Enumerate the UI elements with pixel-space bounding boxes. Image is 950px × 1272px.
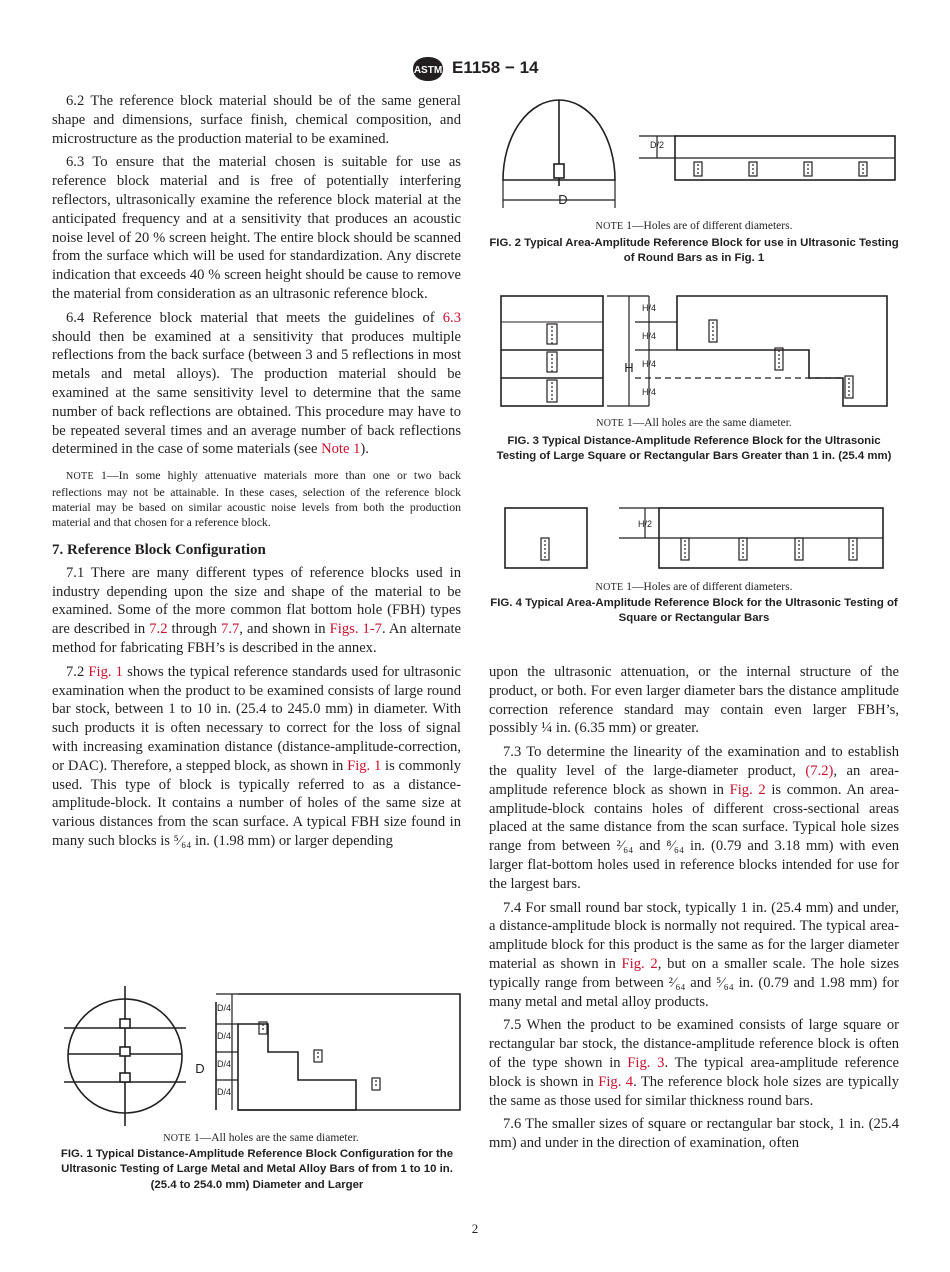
link-note-1[interactable]: Note 1 — [321, 441, 361, 458]
figure-2-note: NOTE 1—Holes are of different diameters. — [595, 220, 793, 232]
paragraph-7-6: 7.6 The smaller sizes of square or rectangular bar stock, 1 in. (25.4 mm) and under in the direction of examination, often — [489, 1116, 899, 1152]
link-fig-1[interactable]: Fig. 1 — [88, 663, 123, 680]
link-fig-1-second[interactable]: Fig. 1 — [347, 757, 382, 774]
fig1-label-d4-2: D/4 — [216, 1031, 232, 1041]
figure-3-caption: FIG. 3 Typical Distance-Amplitude Reference Block for the Ultrasonic Testing of Large Square or Rectangular Bars Greater than 1 in. (25.4 mm) — [496, 435, 892, 463]
link-fig-2-second[interactable]: Fig. 2 — [621, 955, 658, 972]
figure-4-diagram — [489, 504, 899, 584]
paragraph-7-1: 7.1 There are many different types of reference blocks used in industry depending upon the size and shape of the material to be examined. Some of the more common flat bottom hole (FBH) types are described in 7.2 through 7.7, and shown in Figs. 1-7. An alternate method for fabricating FBH’s is described in the annex. — [52, 564, 462, 656]
fig3-label-h4-4: H/4 — [641, 387, 657, 397]
figure-3 — [489, 292, 899, 429]
paragraph-7-3: 7.3 To determine the linearity of the examination and to establish the quality level of the large-diameter product, (7.2), an area-amplitude reference block as shown in Fig. 2 is common. An area-amplitude-block contains holes of different cross-sectional areas placed at the same distance from the scan surface. Typical hole sizes range from between ²⁄₆₄ and ⁸⁄₆₄ in. (0.79 and 3.18 mm) with even larger flat-bottom holes used in reference blocks intended for use for the largest bars. — [489, 744, 899, 892]
fig1-label-d: D — [195, 1061, 205, 1076]
fig3-label-h: H — [624, 360, 634, 375]
paragraph-6-2: 6.2 The reference block material should be of the same general shape and dimensions, surface finish, chemical composition, and microstructure as the production material to be examined. — [52, 93, 461, 147]
paragraph-6-3: 6.3 To ensure that the material chosen is suitable for use as reference block material and is free of potentially interfering reflectors, ultrasonically examine the reference block material at the anticipated frequency and at a sensitivity that produces an acoustic noise level of 20 % screen height. The entire block should be scanned from the surface which will be used for standardization. Any discrete indication that exceeds 40 % screen height should be cause to remove the material from consideration as an ultrasonic reference block. — [52, 154, 461, 302]
link-section-7-2[interactable]: 7.2 — [149, 621, 168, 638]
figure-4-caption: FIG. 4 Typical Area-Amplitude Reference Block for the Ultrasonic Testing of Square or Rectangular Bars — [490, 597, 898, 625]
link-fig-4[interactable]: Fig. 4 — [598, 1073, 634, 1090]
fig2-label-d2: D/2 — [649, 140, 665, 150]
fig3-label-h4-1: H/4 — [641, 303, 657, 313]
paragraph-6-4: 6.4 Reference block material that meets the guidelines of 6.3 should then be examined at a sensitivity that produces multiple reflections from the back surface (between 3 and 5 reflections in most metals and metal alloys). The production material should be examined at the same sensitivity level to determine that the same number of back reflections are obtained. This procedure may have to be repeated several times and an average number of back reflections determined in the case of some materials (see Note 1). — [52, 309, 461, 458]
figure-4-note: NOTE 1—Holes are of different diameters. — [595, 581, 793, 593]
paragraph-7-5: 7.5 When the product to be examined consists of large square or rectangular bar stock, the distance-amplitude reference block is often of the type shown in Fig. 3. The typical area-amplitude reference block is shown in Fig. 4. The reference block hole sizes are typically the same as those used for similar thickness round bars. — [489, 1017, 900, 1109]
fig4-label-h2: H/2 — [637, 519, 653, 529]
paragraph-7-2-continued: upon the ultrasonic attenuation, or the internal structure of the product, or both. For even larger diameter bars the distance amplitude correction reference standard may contain even larger FBH’s, possibly ¼ in. (6.35 mm) or greater. — [489, 664, 899, 737]
svg-text:ASTM: ASTM — [413, 65, 443, 76]
link-figs-1-7[interactable]: Figs. 1-7 — [329, 621, 382, 638]
document-id: E1158 − 14 — [452, 58, 539, 77]
fig1-label-d4-3: D/4 — [216, 1059, 232, 1069]
fig3-label-h4-2: H/4 — [641, 331, 657, 341]
figure-1-caption: FIG. 1 Typical Distance-Amplitude Reference Block Configuration for the Ultrasonic Testing of Large Metal and Metal Alloy Bars of from 1 to 10 in. (25.4 to 254.0 mm) Diameter and Larger — [60, 1148, 454, 1191]
link-section-7-7[interactable]: 7.7 — [221, 621, 240, 638]
figure-4 — [489, 504, 899, 593]
section-7-heading: 7. Reference Block Configuration — [52, 541, 266, 558]
page-header — [0, 56, 950, 82]
figure-1 — [56, 980, 466, 1144]
figure-2-diagram — [489, 96, 899, 216]
paragraph-7-2: 7.2 Fig. 1 shows the typical reference standards used for ultrasonic examination when the product to be examined consists of large round bar stock, between 1 to 10 in. (25.4 to 245.0 mm) in diameter. With such products it is often necessary to correct for the loss of signal with increasing examination distance (distance-amplitude-correction, or DAC). Therefore, a stepped block, as shown in Fig. 1 is commonly used. This type of block is typically referred to as a distance-amplitude-block. It contains a number of holes of the same size at various distances from the scan surface. A typical FBH size found in many such blocks is ⁵⁄₆₄ in. (1.98 mm) or larger depending — [52, 663, 462, 849]
page-number: 2 — [471, 1221, 479, 1236]
paragraph-7-4: 7.4 For small round bar stock, typically 1 in. (25.4 mm) and under, a distance-amplitude block is normally not required. The typical area-amplitude block for this product is the same as for the larger diameter material as shown in Fig. 2, but on a smaller scale. The hole sizes typically range from between ²⁄₆₄ and ⁵⁄₆₄ in. (0.79 and 1.98 mm) for many metal and metal alloy products. — [489, 899, 899, 1010]
fig2-label-d: D — [558, 192, 568, 207]
note-1: NOTE 1—In some highly attenuative materials more than one or two back reflections may not be attainable. In these cases, selection of the reference block material may be based on similar acoustic noise levels from both the production material and that chosen for a reference block. — [52, 468, 461, 530]
link-section-6-3[interactable]: 6.3 — [442, 309, 461, 326]
right-column — [489, 663, 899, 1153]
fig3-label-h4-3: H/4 — [641, 359, 657, 369]
figure-3-note: NOTE 1—All holes are the same diameter. — [596, 417, 792, 429]
fig1-label-d4-4: D/4 — [216, 1087, 232, 1097]
figure-1-note: NOTE 1—All holes are the same diameter. — [163, 1132, 359, 1144]
figure-3-diagram — [489, 292, 899, 412]
figure-2-caption: FIG. 2 Typical Area-Amplitude Reference Block for use in Ultrasonic Testing of Round Bars as in Fig. 1 — [489, 237, 899, 265]
fig1-label-d4-1: D/4 — [216, 1003, 232, 1013]
astm-logo-icon — [409, 56, 447, 82]
left-column — [52, 92, 461, 851]
figure-1-diagram — [56, 980, 466, 1130]
figure-2 — [489, 96, 899, 232]
link-fig-3[interactable]: Fig. 3 — [627, 1054, 665, 1071]
link-section-7-2-paren[interactable]: (7.2) — [805, 762, 834, 779]
link-fig-2[interactable]: Fig. 2 — [729, 781, 766, 798]
